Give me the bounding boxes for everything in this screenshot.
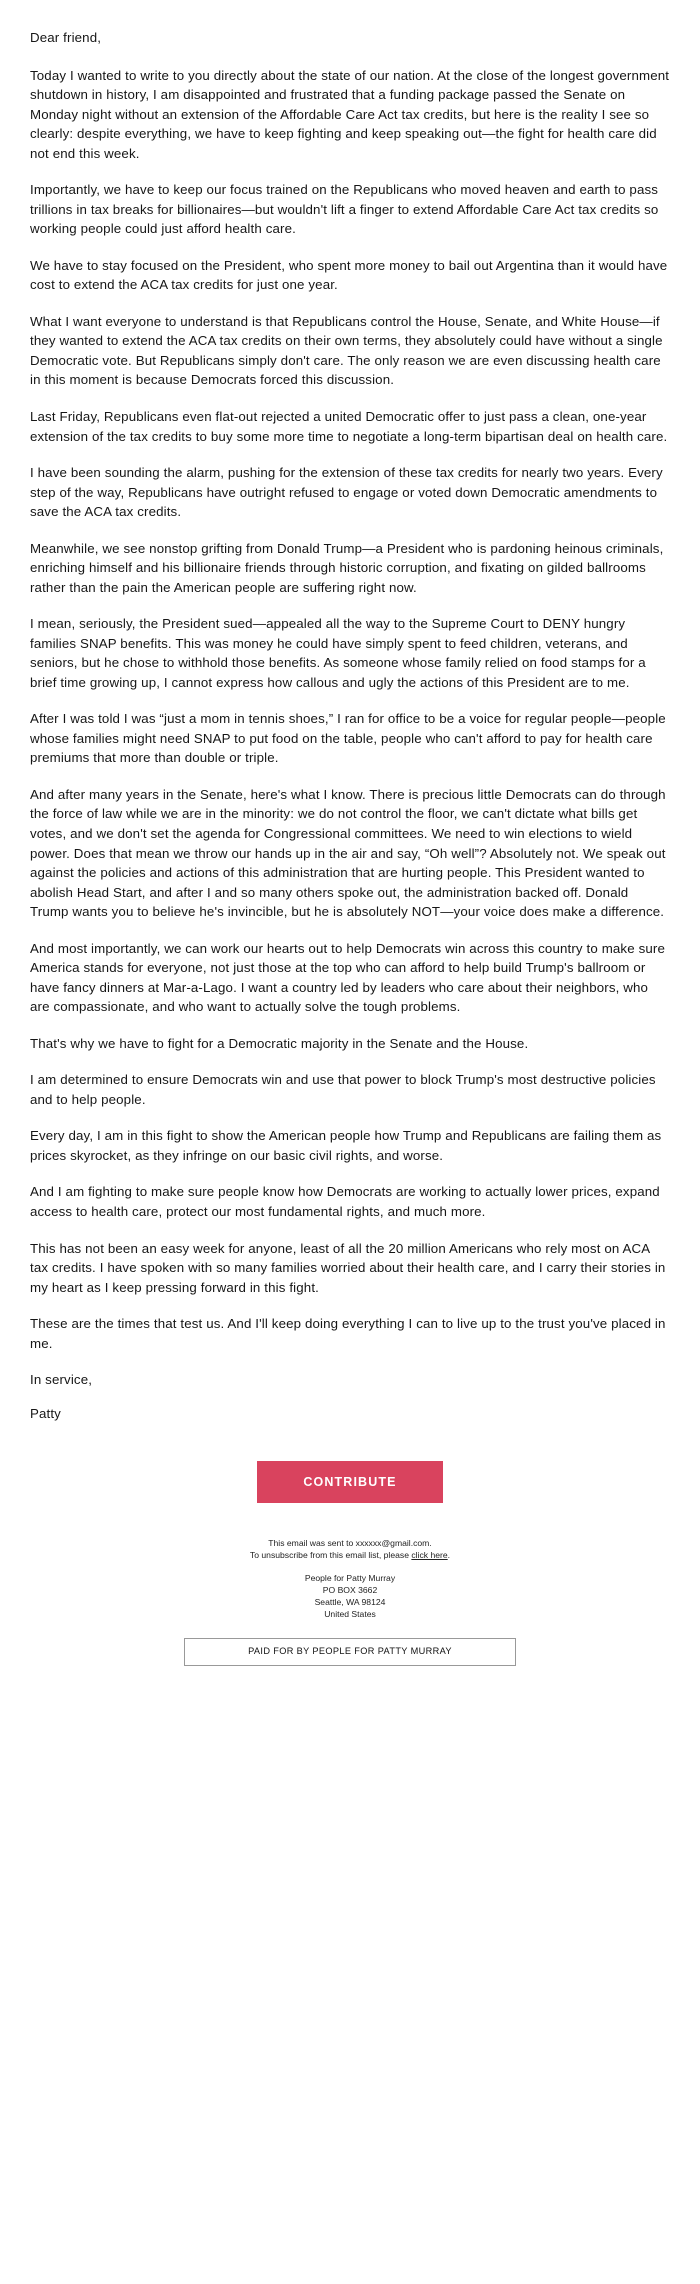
letter-paragraph: And after many years in the Senate, here's what I know. There is precious little Democrats can do through the force of law while we are in the minority: we do not control the floor, we can't dictate what bills get votes, and we don't set the agenda for Congressional committees. We need to win elections to wield power. Does that mean we throw our hands up in the air and say, “Oh well”? Absolutely not. We speak out against the policies and actions of this administration that are hurting people. This President wanted to abolish Head Start, and after I and so many others spoke out, the administration backed off. Donald Trump wants you to believe he's invincible, but he is absolutely NOT—your voice does make a difference. bbox=[30, 786, 666, 920]
letter-paragraph: That's why we have to fight for a Democratic majority in the Senate and the House. bbox=[30, 1035, 529, 1051]
letter-paragraph: And most importantly, we can work our hearts out to help Democrats win across this country to make sure America stands for everyone, not just those at the top who can afford to help build Trump's ballroom or have fancy dinners at Mar-a-Lago. I want a country led by leaders who care about their neighbors, who are compassionate, and who want to actually solve the tough problems. bbox=[30, 940, 665, 1015]
letter-paragraph: Today I wanted to write to you directly about the state of our nation. At the close of the longest government shutdown in history, I am disappointed and frustrated that a funding package passed the Senate on Monday night without an extension of the Affordable Care Act tax credits, but here is the reality I see so clearly: despite everything, we have to keep fighting and keep speaking out—the fight for health care did not end this week. bbox=[30, 67, 670, 161]
letter-paragraph: Meanwhile, we see nonstop grifting from Donald Trump—a President who is pardoning heinous criminals, enriching himself and his billionaire friends through historic corruption, and fixating on gilded ballrooms rather than the pain the American people are suffering right now. bbox=[30, 540, 664, 595]
footer-recipient-block bbox=[0, 1537, 700, 1561]
letter-salutation: Dear friend, bbox=[30, 30, 102, 45]
footer-address-block bbox=[0, 1572, 700, 1621]
letter-paragraph: After I was told I was “just a mom in tennis shoes,” I ran for office to be a voice for regular people—people whose families might need SNAP to put food on the table, people who can't afford to pay for health care premiums that more than double or triple. bbox=[30, 711, 666, 766]
contribute-button[interactable]: CONTRIBUTE bbox=[257, 1461, 442, 1503]
letter-paragraph: And I am fighting to make sure people know how Democrats are working to actually lower prices, expand access to health care, protect our most fundamental rights, and much more. bbox=[30, 1184, 660, 1219]
footer-org-name: People for Patty Murray bbox=[304, 1572, 396, 1583]
unsubscribe-link[interactable]: click here bbox=[411, 1550, 448, 1561]
letter-paragraph: What I want everyone to understand is that Republicans control the House, Senate, and White House—if they wanted to extend the ACA tax credits on their own terms, they absolutely could have without a single Democratic vote. But Republicans simply don't care. The only reason we are even discussing health care in this moment is because Democrats forced this discussion. bbox=[30, 313, 663, 388]
footer-address-line1: PO BOX 3662 bbox=[322, 1584, 378, 1595]
letter-paragraph: Every day, I am in this fight to show the American people how Trump and Republicans are failing them as prices skyrocket, as they infringe on our basic civil rights, and worse. bbox=[30, 1128, 662, 1163]
footer-sent-to: This email was sent to xxxxxx@gmail.com. bbox=[268, 1538, 432, 1549]
letter-paragraph: I am determined to ensure Democrats win and use that power to block Trump's most destructive policies and to help people. bbox=[30, 1072, 656, 1107]
letter-signoff: In service, bbox=[30, 1372, 93, 1388]
bottom-spacer bbox=[0, 1666, 700, 1692]
letter-paragraph: I have been sounding the alarm, pushing for the extension of these tax credits for nearly two years. Every step of the way, Republicans have outright refused to engage or voted down Democratic amendments to save the ACA tax credits. bbox=[30, 465, 663, 520]
paid-for-disclaimer: PAID FOR BY PEOPLE FOR PATTY MURRAY bbox=[184, 1638, 516, 1665]
letter-paragraph: Importantly, we have to keep our focus trained on the Republicans who moved heaven and earth to pass trillions in tax breaks for billionaires—but wouldn't lift a finger to extend Affordable Care Act tax credits so working people could just afford health care. bbox=[30, 182, 659, 237]
footer-address-line2: Seattle, WA 98124 bbox=[314, 1597, 386, 1608]
footer-unsubscribe-prefix: To unsubscribe from this email list, please bbox=[249, 1550, 412, 1561]
footer-unsubscribe-line bbox=[0, 1549, 700, 1561]
letter-paragraph: Last Friday, Republicans even flat-out rejected a united Democratic offer to just pass a clean, one-year extension of the tax credits to buy some more time to negotiate a long-term bipartisan deal on health care. bbox=[30, 408, 668, 444]
letter-paragraph: I mean, seriously, the President sued—appealed all the way to the Supreme Court to DENY hungry families SNAP benefits. This was money he could have simply spent to feed children, veterans, and seniors, but he chose to withhold those benefits. As someone whose family relied on food stamps for a brief time growing up, I cannot express how callous and ugly the actions of this President are to me. bbox=[30, 616, 646, 690]
letter-paragraph: This has not been an easy week for anyone, least of all the 20 million Americans who rely most on ACA tax credits. I have spoken with so many families worried about their health care, and I carry their stories in my heart as I keep pressing forward in this fight. bbox=[30, 1240, 666, 1295]
letter-paragraph: These are the times that test us. And I'll keep doing everything I can to live up to the trust you've placed in me. bbox=[30, 1316, 666, 1351]
letter-paragraph: We have to stay focused on the President, who spent more money to bail out Argentina than it would have cost to extend the ACA tax credits for just one year. bbox=[30, 257, 668, 293]
footer-unsubscribe-suffix: . bbox=[447, 1550, 451, 1561]
cta-section bbox=[0, 1461, 700, 1503]
letter-signature: Patty bbox=[30, 1405, 61, 1421]
footer-country: United States bbox=[324, 1609, 376, 1620]
email-footer bbox=[0, 1537, 700, 1665]
